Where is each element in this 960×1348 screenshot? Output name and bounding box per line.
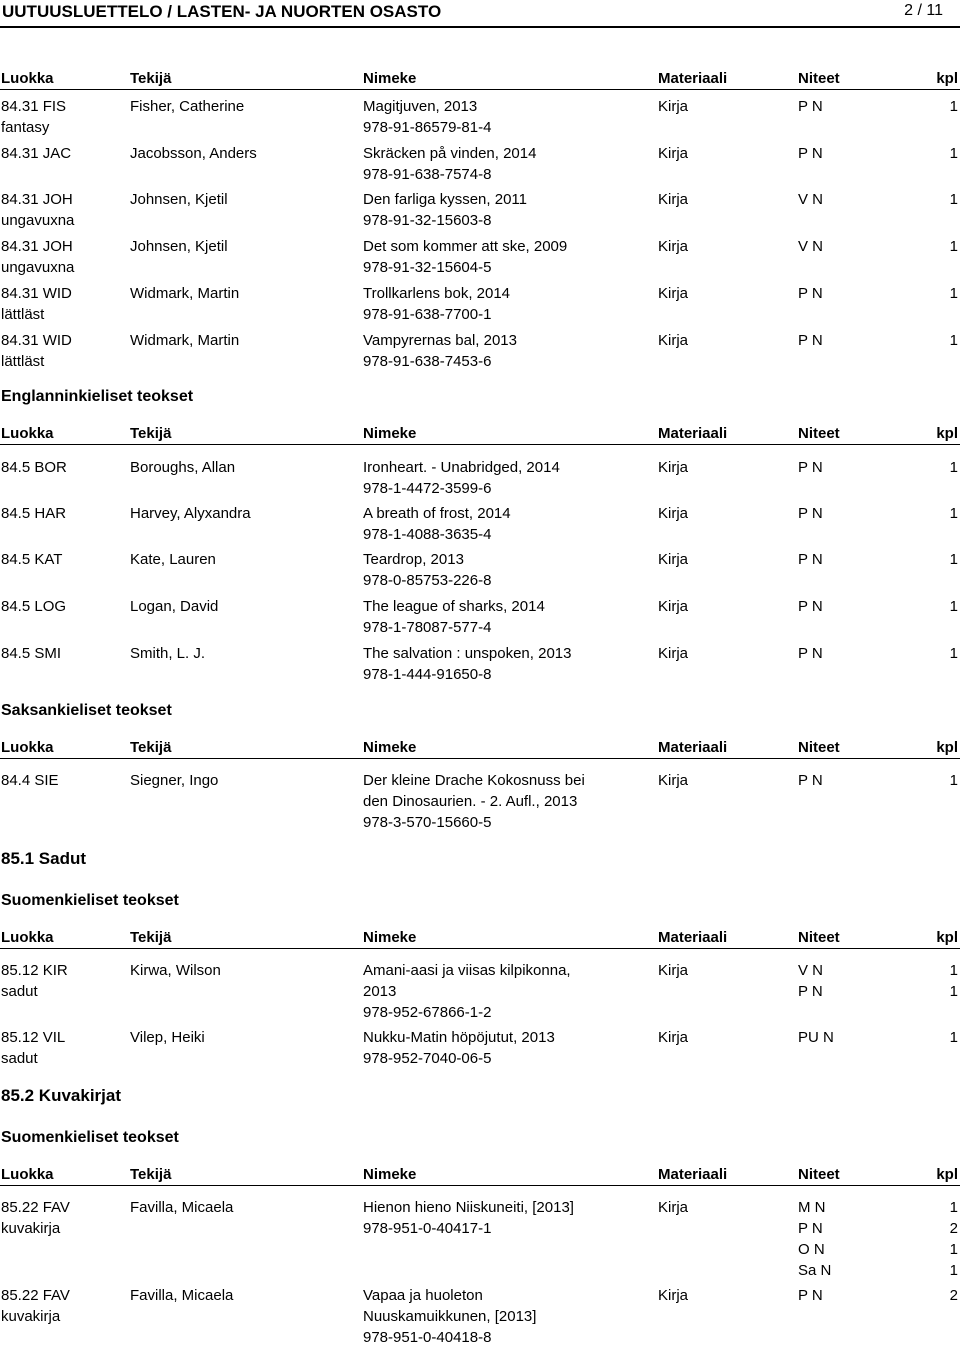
cell-nimeke xyxy=(363,960,653,1023)
page-title: UUTUUSLUETTELO / LASTEN- JA NUORTEN OSASTO xyxy=(2,2,442,21)
column-header-luokka: Luokka xyxy=(1,1166,54,1183)
cell-materiaali xyxy=(658,189,748,210)
cell-luokka-line: 84.5 SMI xyxy=(1,645,62,662)
column-header-tekija: Tekijä xyxy=(130,929,172,946)
cell-luokka-line: 84.31 WID xyxy=(1,332,72,349)
cell-nimeke-line: 978-91-638-7700-1 xyxy=(363,306,492,323)
section-heading: Saksankieliset teokset xyxy=(1,702,172,719)
cell-kpl-line: 1 xyxy=(949,332,958,349)
cell-luokka-line: 84.31 FIS xyxy=(1,98,67,115)
section-heading: Suomenkieliset teokset xyxy=(1,892,179,909)
cell-nimeke xyxy=(363,457,653,499)
cell-luokka-line: 85.22 FAV xyxy=(1,1287,70,1304)
cell-nimeke xyxy=(363,143,653,185)
cell-nimeke-line: 978-1-4472-3599-6 xyxy=(363,480,492,497)
cell-kpl xyxy=(920,960,958,1002)
column-header-tekija: Tekijä xyxy=(130,70,172,87)
column-header-niteet: Niteet xyxy=(798,70,840,87)
column-header-niteet: Niteet xyxy=(798,929,840,946)
cell-niteet-line: PU N xyxy=(798,1029,834,1046)
cell-luokka xyxy=(1,1197,126,1239)
cell-tekija-text: Siegner, Ingo xyxy=(130,772,219,789)
column-header-nimeke: Nimeke xyxy=(363,70,417,87)
cell-materiaali xyxy=(658,330,748,351)
cell-materiaali-text: Kirja xyxy=(658,1029,689,1046)
column-header-materiaali: Materiaali xyxy=(658,1166,728,1183)
cell-niteet-line: O N xyxy=(798,1241,825,1258)
cell-luokka xyxy=(1,960,126,1002)
cell-nimeke-line: 978-0-85753-226-8 xyxy=(363,572,492,589)
cell-tekija-text: Widmark, Martin xyxy=(130,285,240,302)
cell-nimeke-line: Vampyrernas bal, 2013 xyxy=(363,332,517,349)
cell-luokka xyxy=(1,503,126,524)
column-header-kpl: kpl xyxy=(936,929,958,946)
column-header-kpl: kpl xyxy=(936,739,958,756)
cell-luokka-line: 84.5 BOR xyxy=(1,459,67,476)
cell-materiaali-text: Kirja xyxy=(658,1287,689,1304)
cell-materiaali-text: Kirja xyxy=(658,332,689,349)
cell-nimeke-line: The league of sharks, 2014 xyxy=(363,598,545,615)
cell-kpl-line: 1 xyxy=(949,1029,958,1046)
cell-tekija xyxy=(130,596,355,617)
cell-kpl xyxy=(920,1027,958,1048)
cell-kpl-line: 1 xyxy=(949,551,958,568)
cell-niteet xyxy=(798,960,918,1002)
class-heading: 85.2 Kuvakirjat xyxy=(1,1086,122,1105)
cell-kpl-line: 1 xyxy=(949,285,958,302)
cell-tekija-text: Johnsen, Kjetil xyxy=(130,238,228,255)
cell-nimeke-line: 978-951-0-40418-8 xyxy=(363,1329,492,1346)
cell-nimeke-line: 978-91-86579-81-4 xyxy=(363,119,492,136)
cell-niteet-line: P N xyxy=(798,1287,823,1304)
section-heading: Englanninkieliset teokset xyxy=(1,388,194,405)
page-number: 2 / 11 xyxy=(904,2,943,19)
cell-materiaali xyxy=(658,503,748,524)
cell-niteet xyxy=(798,96,918,117)
cell-niteet-line: P N xyxy=(798,332,823,349)
cell-tekija-text: Fisher, Catherine xyxy=(130,98,245,115)
cell-nimeke-line: Den farliga kyssen, 2011 xyxy=(363,191,527,208)
cell-nimeke xyxy=(363,503,653,545)
cell-luokka xyxy=(1,143,126,164)
cell-materiaali xyxy=(658,1285,748,1306)
cell-kpl xyxy=(920,236,958,257)
cell-tekija xyxy=(130,189,355,210)
cell-kpl xyxy=(920,189,958,210)
column-header-nimeke: Nimeke xyxy=(363,739,417,756)
cell-nimeke-line: Nuuskamuikkunen, [2013] xyxy=(363,1308,537,1325)
cell-luokka-line: 84.31 WID xyxy=(1,285,72,302)
column-header-materiaali: Materiaali xyxy=(658,70,728,87)
header-underline xyxy=(0,444,960,445)
header-underline xyxy=(0,89,960,90)
column-header-tekija: Tekijä xyxy=(130,1166,172,1183)
cell-kpl-line: 1 xyxy=(949,1262,958,1279)
cell-niteet xyxy=(798,189,918,210)
cell-kpl-line: 2 xyxy=(949,1220,958,1237)
cell-tekija xyxy=(130,1027,355,1048)
cell-niteet-line: P N xyxy=(798,1220,823,1237)
cell-kpl xyxy=(920,503,958,524)
cell-kpl-line: 1 xyxy=(949,1199,958,1216)
cell-niteet xyxy=(798,143,918,164)
cell-nimeke-line: Ironheart. - Unabridged, 2014 xyxy=(363,459,560,476)
cell-luokka xyxy=(1,457,126,478)
cell-kpl xyxy=(920,643,958,664)
cell-luokka-line: lättläst xyxy=(1,353,45,370)
cell-niteet xyxy=(798,457,918,478)
cell-nimeke xyxy=(363,189,653,231)
cell-niteet-line: V N xyxy=(798,191,824,208)
cell-tekija-text: Harvey, Alyxandra xyxy=(130,505,251,522)
cell-tekija-text: Kirwa, Wilson xyxy=(130,962,221,979)
cell-kpl-line: 1 xyxy=(949,459,958,476)
column-header-tekija: Tekijä xyxy=(130,425,172,442)
cell-nimeke-line: 978-91-638-7574-8 xyxy=(363,166,492,183)
cell-tekija-text: Jacobsson, Anders xyxy=(130,145,257,162)
column-header-luokka: Luokka xyxy=(1,739,54,756)
header-underline xyxy=(0,1185,960,1186)
cell-niteet xyxy=(798,503,918,524)
cell-materiaali xyxy=(658,643,748,664)
cell-nimeke-line: 978-91-638-7453-6 xyxy=(363,353,492,370)
cell-niteet xyxy=(798,1197,918,1281)
cell-nimeke-line: 978-91-32-15603-8 xyxy=(363,212,492,229)
cell-nimeke-line: 978-951-0-40417-1 xyxy=(363,1220,492,1237)
cell-kpl-line: 1 xyxy=(949,238,958,255)
cell-nimeke-line: Det som kommer att ske, 2009 xyxy=(363,238,568,255)
cell-luokka-line: sadut xyxy=(1,983,38,1000)
cell-niteet xyxy=(798,283,918,304)
column-header-kpl: kpl xyxy=(936,1166,958,1183)
cell-kpl-line: 2 xyxy=(949,1287,958,1304)
cell-luokka-line: kuvakirja xyxy=(1,1308,61,1325)
cell-kpl xyxy=(920,596,958,617)
cell-kpl-line: 1 xyxy=(949,145,958,162)
cell-luokka xyxy=(1,1285,126,1327)
cell-luokka xyxy=(1,96,126,138)
cell-nimeke xyxy=(363,1285,653,1348)
cell-luokka xyxy=(1,330,126,372)
cell-kpl xyxy=(920,283,958,304)
cell-tekija-text: Widmark, Martin xyxy=(130,332,240,349)
cell-niteet xyxy=(798,549,918,570)
cell-materiaali xyxy=(658,596,748,617)
cell-tekija-text: Boroughs, Allan xyxy=(130,459,236,476)
cell-tekija-text: Johnsen, Kjetil xyxy=(130,191,228,208)
cell-luokka-line: lättläst xyxy=(1,306,45,323)
cell-kpl xyxy=(920,1285,958,1306)
cell-tekija-text: Vilep, Heiki xyxy=(130,1029,205,1046)
cell-niteet-line: P N xyxy=(798,645,823,662)
column-header-materiaali: Materiaali xyxy=(658,929,728,946)
column-header-tekija: Tekijä xyxy=(130,739,172,756)
cell-luokka xyxy=(1,283,126,325)
cell-luokka-line: 84.31 JOH xyxy=(1,238,73,255)
cell-kpl-line: 1 xyxy=(949,505,958,522)
cell-luokka-line: fantasy xyxy=(1,119,50,136)
cell-tekija xyxy=(130,330,355,351)
cell-kpl xyxy=(920,770,958,791)
cell-tekija-text: Favilla, Micaela xyxy=(130,1287,234,1304)
column-header-luokka: Luokka xyxy=(1,70,54,87)
cell-luokka-line: 85.12 VIL xyxy=(1,1029,66,1046)
cell-materiaali-text: Kirja xyxy=(658,285,689,302)
cell-kpl-line: 1 xyxy=(949,98,958,115)
cell-luokka xyxy=(1,643,126,664)
cell-niteet-line: V N xyxy=(798,238,824,255)
cell-kpl-line: 1 xyxy=(949,962,958,979)
cell-luokka-line: 84.4 SIE xyxy=(1,772,59,789)
cell-nimeke-line: den Dinosaurien. - 2. Aufl., 2013 xyxy=(363,793,578,810)
cell-niteet xyxy=(798,643,918,664)
cell-kpl-line: 1 xyxy=(949,1241,958,1258)
cell-kpl-line: 1 xyxy=(949,598,958,615)
cell-kpl xyxy=(920,549,958,570)
column-header-kpl: kpl xyxy=(936,70,958,87)
cell-niteet-line: P N xyxy=(798,772,823,789)
cell-niteet-line: V N xyxy=(798,962,824,979)
cell-materiaali xyxy=(658,1027,748,1048)
cell-niteet-line: P N xyxy=(798,983,823,1000)
cell-niteet xyxy=(798,1285,918,1306)
column-header-materiaali: Materiaali xyxy=(658,739,728,756)
cell-nimeke-line: The salvation : unspoken, 2013 xyxy=(363,645,572,662)
cell-niteet-line: P N xyxy=(798,145,823,162)
column-header-niteet: Niteet xyxy=(798,1166,840,1183)
cell-luokka xyxy=(1,236,126,278)
cell-niteet-line: P N xyxy=(798,98,823,115)
cell-materiaali xyxy=(658,457,748,478)
cell-tekija xyxy=(130,1197,355,1218)
cell-kpl-line: 1 xyxy=(949,983,958,1000)
cell-nimeke-line: Amani-aasi ja viisas kilpikonna, xyxy=(363,962,571,979)
cell-luokka xyxy=(1,549,126,570)
cell-nimeke xyxy=(363,596,653,638)
cell-materiaali-text: Kirja xyxy=(658,238,689,255)
cell-niteet-line: P N xyxy=(798,551,823,568)
column-header-niteet: Niteet xyxy=(798,739,840,756)
cell-materiaali xyxy=(658,1197,748,1218)
cell-luokka-line: ungavuxna xyxy=(1,212,75,229)
cell-niteet xyxy=(798,236,918,257)
cell-tekija xyxy=(130,549,355,570)
cell-materiaali-text: Kirja xyxy=(658,551,689,568)
class-heading: 85.1 Sadut xyxy=(1,849,87,868)
header-underline xyxy=(0,948,960,949)
cell-materiaali xyxy=(658,96,748,117)
cell-materiaali-text: Kirja xyxy=(658,505,689,522)
cell-luokka-line: 84.31 JAC xyxy=(1,145,72,162)
cell-tekija xyxy=(130,643,355,664)
cell-nimeke-line: 978-1-78087-577-4 xyxy=(363,619,492,636)
cell-niteet-line: P N xyxy=(798,598,823,615)
cell-tekija xyxy=(130,236,355,257)
cell-nimeke xyxy=(363,1027,653,1069)
cell-tekija-text: Favilla, Micaela xyxy=(130,1199,234,1216)
cell-materiaali-text: Kirja xyxy=(658,145,689,162)
cell-kpl xyxy=(920,1197,958,1281)
column-header-luokka: Luokka xyxy=(1,425,54,442)
column-header-kpl: kpl xyxy=(936,425,958,442)
cell-tekija-text: Kate, Lauren xyxy=(130,551,216,568)
header-underline xyxy=(0,758,960,759)
cell-materiaali-text: Kirja xyxy=(658,191,689,208)
cell-tekija xyxy=(130,96,355,117)
cell-luokka xyxy=(1,596,126,617)
cell-luokka-line: sadut xyxy=(1,1050,38,1067)
cell-materiaali xyxy=(658,549,748,570)
cell-nimeke-line: Trollkarlens bok, 2014 xyxy=(363,285,511,302)
cell-luokka-line: ungavuxna xyxy=(1,259,75,276)
page-header xyxy=(0,0,960,24)
column-header-niteet: Niteet xyxy=(798,425,840,442)
cell-nimeke xyxy=(363,549,653,591)
cell-nimeke-line: 978-1-444-91650-8 xyxy=(363,666,492,683)
cell-nimeke-line: A breath of frost, 2014 xyxy=(363,505,511,522)
cell-nimeke-line: Magitjuven, 2013 xyxy=(363,98,478,115)
cell-tekija xyxy=(130,283,355,304)
cell-nimeke-line: 978-3-570-15660-5 xyxy=(363,814,492,831)
cell-materiaali xyxy=(658,283,748,304)
cell-niteet xyxy=(798,330,918,351)
cell-nimeke-line: Skräcken på vinden, 2014 xyxy=(363,145,537,162)
cell-materiaali-text: Kirja xyxy=(658,645,689,662)
cell-tekija-text: Logan, David xyxy=(130,598,219,615)
cell-kpl-line: 1 xyxy=(949,191,958,208)
cell-nimeke xyxy=(363,770,653,833)
cell-kpl xyxy=(920,96,958,117)
cell-luokka-line: 84.5 LOG xyxy=(1,598,67,615)
cell-materiaali xyxy=(658,770,748,791)
cell-nimeke-line: Der kleine Drache Kokosnuss bei xyxy=(363,772,585,789)
cell-materiaali-text: Kirja xyxy=(658,598,689,615)
cell-niteet xyxy=(798,1027,918,1048)
cell-niteet xyxy=(798,770,918,791)
cell-nimeke-line: 978-1-4088-3635-4 xyxy=(363,526,492,543)
cell-luokka-line: 84.31 JOH xyxy=(1,191,73,208)
cell-luokka-line: 85.12 KIR xyxy=(1,962,68,979)
cell-kpl-line: 1 xyxy=(949,772,958,789)
cell-tekija xyxy=(130,1285,355,1306)
cell-nimeke xyxy=(363,1197,653,1239)
cell-materiaali-text: Kirja xyxy=(658,772,689,789)
cell-tekija xyxy=(130,143,355,164)
cell-nimeke-line: 2013 xyxy=(363,983,397,1000)
cell-luokka-line: 84.5 KAT xyxy=(1,551,63,568)
cell-nimeke-line: 978-952-7040-06-5 xyxy=(363,1050,492,1067)
cell-kpl-line: 1 xyxy=(949,645,958,662)
cell-niteet xyxy=(798,596,918,617)
cell-niteet-line: Sa N xyxy=(798,1262,832,1279)
cell-luokka-line: 85.22 FAV xyxy=(1,1199,70,1216)
cell-nimeke-line: Teardrop, 2013 xyxy=(363,551,464,568)
column-header-luokka: Luokka xyxy=(1,929,54,946)
cell-nimeke xyxy=(363,236,653,278)
cell-tekija xyxy=(130,960,355,981)
column-header-materiaali: Materiaali xyxy=(658,425,728,442)
cell-niteet-line: P N xyxy=(798,505,823,522)
cell-nimeke xyxy=(363,643,653,685)
cell-nimeke-line: 978-91-32-15604-5 xyxy=(363,259,492,276)
column-header-nimeke: Nimeke xyxy=(363,1166,417,1183)
cell-materiaali-text: Kirja xyxy=(658,1199,689,1216)
cell-tekija-text: Smith, L. J. xyxy=(130,645,206,662)
cell-nimeke xyxy=(363,330,653,372)
cell-kpl xyxy=(920,457,958,478)
cell-luokka-line: 84.5 HAR xyxy=(1,505,67,522)
cell-nimeke-line: Hienon hieno Niiskuneiti, [2013] xyxy=(363,1199,574,1216)
cell-kpl xyxy=(920,143,958,164)
column-header-nimeke: Nimeke xyxy=(363,425,417,442)
header-rule xyxy=(0,26,960,28)
cell-materiaali xyxy=(658,960,748,981)
cell-tekija xyxy=(130,457,355,478)
cell-luokka-line: kuvakirja xyxy=(1,1220,61,1237)
cell-tekija xyxy=(130,770,355,791)
cell-luokka xyxy=(1,770,126,791)
cell-niteet-line: M N xyxy=(798,1199,826,1216)
cell-nimeke-line: 978-952-67866-1-2 xyxy=(363,1004,492,1021)
cell-nimeke xyxy=(363,283,653,325)
cell-tekija xyxy=(130,503,355,524)
cell-materiaali xyxy=(658,236,748,257)
cell-nimeke xyxy=(363,96,653,138)
cell-luokka xyxy=(1,1027,126,1069)
cell-niteet-line: P N xyxy=(798,459,823,476)
cell-materiaali-text: Kirja xyxy=(658,962,689,979)
cell-nimeke-line: Nukku-Matin höpöjutut, 2013 xyxy=(363,1029,555,1046)
cell-niteet-line: P N xyxy=(798,285,823,302)
cell-luokka xyxy=(1,189,126,231)
cell-kpl xyxy=(920,330,958,351)
section-heading: Suomenkieliset teokset xyxy=(1,1129,179,1146)
column-header-nimeke: Nimeke xyxy=(363,929,417,946)
cell-materiaali xyxy=(658,143,748,164)
cell-nimeke-line: Vapaa ja huoleton xyxy=(363,1287,483,1304)
cell-materiaali-text: Kirja xyxy=(658,459,689,476)
cell-materiaali-text: Kirja xyxy=(658,98,689,115)
